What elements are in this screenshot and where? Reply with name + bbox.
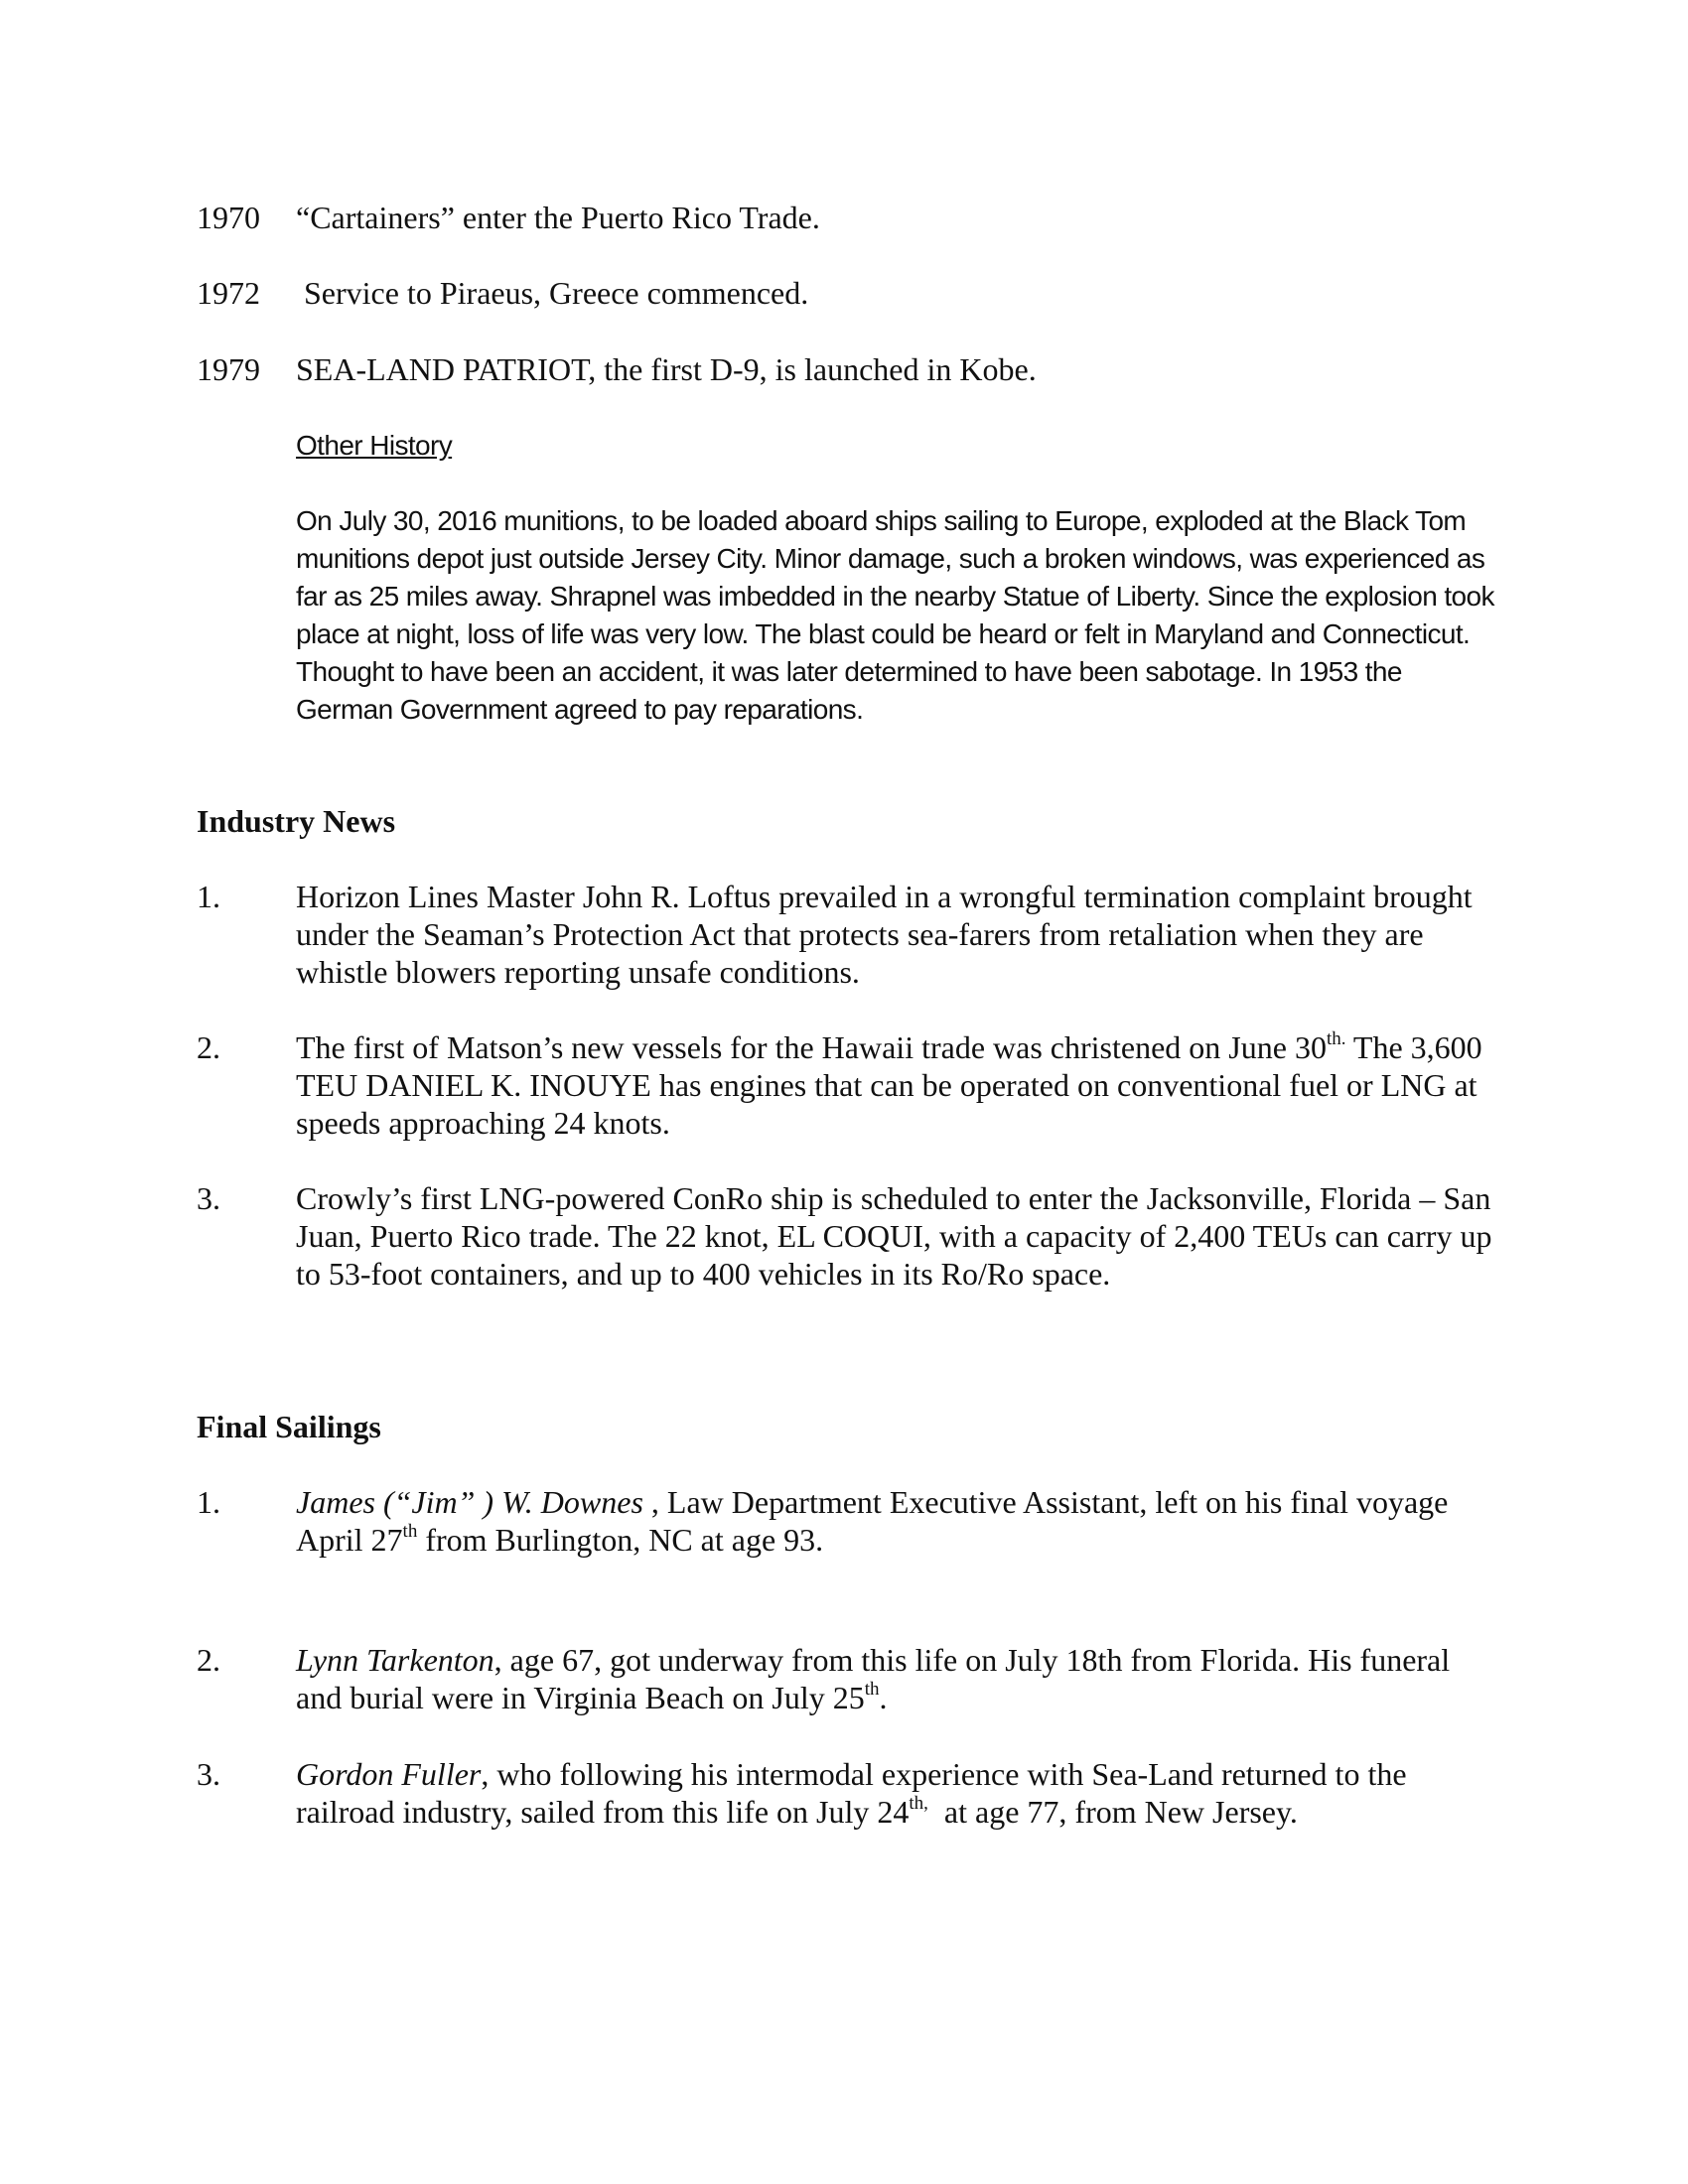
list-number: 1. (197, 1484, 220, 1520)
text-part: at age 77, from New Jersey. (927, 1794, 1298, 1830)
text-part: , who following his intermodal experience with Sea-Land returned to the railroad industry, sailed from this life on July 24 (296, 1756, 1407, 1830)
superscript: th (402, 1521, 418, 1543)
list-number: 1. (197, 879, 220, 914)
text-part: from Burlington, NC at age 93. (417, 1522, 824, 1558)
timeline-year: 1979 (197, 351, 260, 387)
list-text: Crowly’s first LNG-powered ConRo ship is scheduled to enter the Jacksonville, Florida – San Juan, Puerto Rico trade. The 22 knot, EL COQUI, with a capacity of 2,400 TEUs can carry up to 53-foot containers, and up to 400 vehicles in its Ro/Ro space. (296, 1180, 1492, 1292)
text-part: . (879, 1680, 888, 1715)
person-name: James (“Jim” ) W. Downes (296, 1484, 643, 1520)
list-text (296, 1028, 1497, 1142)
list-text (296, 1755, 1497, 1831)
timeline-year: 1972 (197, 275, 260, 311)
person-name: Lynn Tarkenton (296, 1642, 494, 1678)
list-number: 3. (197, 1756, 220, 1792)
timeline-text: “Cartainers” enter the Puerto Rico Trade. (296, 200, 820, 235)
final-sailings-heading: Final Sailings (197, 1409, 381, 1444)
list-number: 2. (197, 1029, 220, 1065)
text-part: , Law Department Executive Assistant, left on his final voyage April 27 (296, 1484, 1449, 1558)
list-number: 3. (197, 1180, 220, 1216)
person-name: Gordon Fuller (296, 1756, 482, 1792)
other-history-heading: Other History (296, 430, 453, 461)
list-text (296, 1641, 1497, 1716)
timeline-year: 1970 (197, 200, 260, 235)
list-text: Horizon Lines Master John R. Loftus prevailed in a wrongful termination complaint brought under the Seaman’s Protection Act that protects sea-farers from retaliation when they are whistle blowers reporting unsafe conditions. (296, 879, 1473, 990)
text-part: The first of Matson’s new vessels for the Hawaii trade was christened on June 30 (296, 1029, 1327, 1065)
text-part: , age 67, got underway from this life on July 18th from Florida. His funeral and burial were in Virginia Beach on July 25 (296, 1642, 1451, 1715)
list-text (296, 1483, 1497, 1559)
list-number: 2. (197, 1642, 220, 1678)
industry-news-heading: Industry News (197, 803, 396, 839)
text-part: The 3,600 TEU DANIEL K. INOUYE has engines that can be operated on conventional fuel or LNG at speeds approaching 24 knots. (296, 1029, 1482, 1141)
timeline-text: SEA-LAND PATRIOT, the first D-9, is launched in Kobe. (296, 351, 1037, 387)
other-history-paragraph: On July 30, 2016 munitions, to be loaded aboard ships sailing to Europe, exploded at the Black Tom munitions depot just outside Jersey City. Minor damage, such a broken windows, was experienced as far as 25 miles away. Shrapnel was imbedded in the nearby Statue of Liberty. Since the explosion took place at night, loss of life was very low. The blast could be heard or felt in Maryland and Connecticut. Thought to have been an accident, it was later determined to have been sabotage. In 1953 the German Government agreed to pay reparations. (296, 505, 1494, 725)
superscript: th. (1326, 1028, 1346, 1050)
timeline-text: Service to Piraeus, Greece commenced. (296, 275, 809, 311)
superscript: th (864, 1679, 880, 1701)
superscript: th, (909, 1793, 928, 1815)
